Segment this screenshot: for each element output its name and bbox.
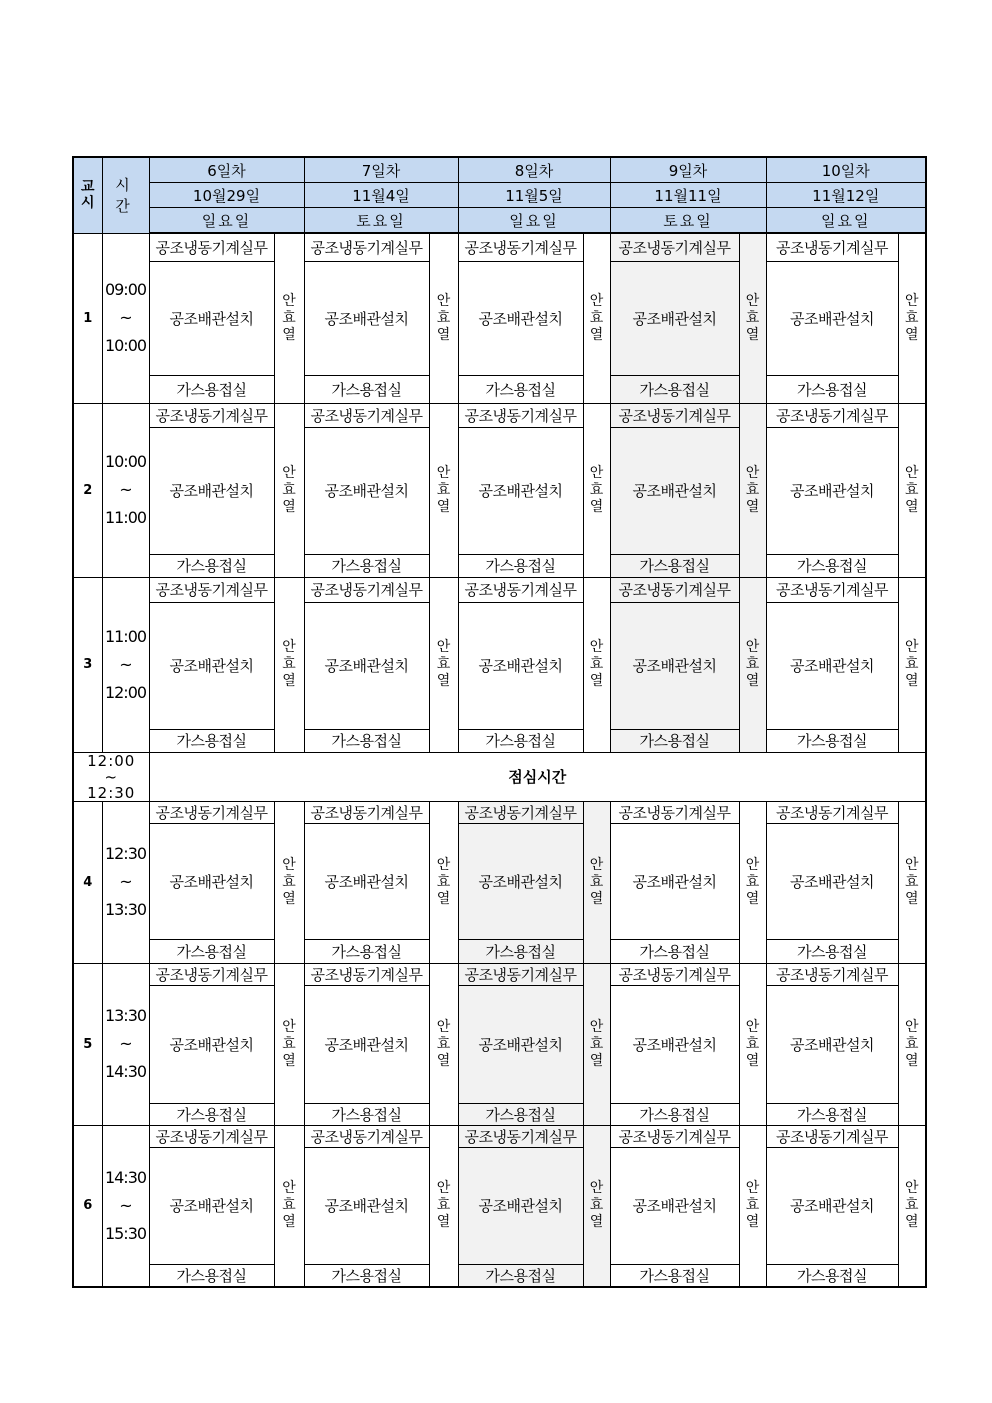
time-sep: ~	[119, 654, 132, 674]
day-label: 6일차	[149, 157, 304, 183]
subject-bottom: 가스용접실	[304, 1103, 429, 1125]
period-header	[73, 157, 102, 233]
instructor-name	[274, 403, 304, 577]
instructor-name	[739, 233, 766, 403]
instructor-name	[739, 403, 766, 577]
time-end: 15:30	[104, 1223, 147, 1243]
subject-main: 공조배관설치	[766, 427, 898, 554]
subject-main: 공조배관설치	[458, 602, 583, 729]
period-number: 4	[73, 801, 102, 963]
instructor-name	[898, 801, 926, 963]
instructor-chars: 안 효 열	[282, 639, 296, 689]
subject-top: 공조냉동기계실무	[458, 801, 583, 823]
subject-bottom: 가스용접실	[610, 939, 739, 963]
day-weekday: 토요일	[304, 208, 458, 234]
subject-bottom: 가스용접실	[458, 1264, 583, 1287]
subject-top: 공조냉동기계실무	[766, 577, 898, 602]
subject-top: 공조냉동기계실무	[304, 577, 429, 602]
time-start: 14:30	[104, 1167, 147, 1187]
instructor-chars: 안 효 열	[745, 1180, 760, 1230]
instructor-chars: 안 효 열	[745, 1018, 760, 1069]
instructor-chars: 안 효 열	[589, 464, 604, 515]
subject-top: 공조냉동기계실무	[304, 963, 429, 985]
subject-main: 공조배관설치	[149, 261, 274, 375]
instructor-name	[739, 1125, 766, 1287]
subject-bottom: 가스용접실	[304, 554, 429, 577]
subject-top: 공조냉동기계실무	[149, 403, 274, 427]
subject-top: 공조냉동기계실무	[458, 403, 583, 427]
instructor-name	[583, 403, 610, 577]
instructor-chars: 안 효 열	[589, 856, 604, 907]
day-date: 11월4일	[304, 183, 458, 208]
period-number: 1	[73, 233, 102, 403]
subject-top: 공조냉동기계실무	[610, 963, 739, 985]
time-header: 시 간	[102, 157, 149, 233]
period-time	[102, 233, 149, 403]
instructor-chars: 안 효 열	[282, 1018, 296, 1069]
instructor-name	[739, 801, 766, 963]
instructor-name	[898, 403, 926, 577]
subject-main: 공조배관설치	[610, 261, 739, 375]
time-start: 12:30	[104, 844, 147, 863]
instructor-chars: 안 효 열	[904, 464, 919, 515]
subject-bottom: 가스용접실	[766, 375, 898, 403]
period-number: 3	[73, 577, 102, 752]
time-sep: ~	[119, 1195, 132, 1215]
subject-main: 공조배관설치	[304, 1147, 429, 1264]
time-end: 14:30	[104, 1062, 147, 1081]
subject-main: 공조배관설치	[149, 427, 274, 554]
instructor-chars: 안 효 열	[436, 1180, 451, 1230]
subject-bottom: 가스용접실	[149, 375, 274, 403]
day-date: 11월11일	[610, 183, 766, 208]
subject-bottom: 가스용접실	[458, 729, 583, 752]
instructor-chars: 안 효 열	[745, 639, 760, 689]
subject-bottom: 가스용접실	[304, 729, 429, 752]
period-number: 6	[73, 1125, 102, 1287]
subject-top: 공조냉동기계실무	[304, 403, 429, 427]
instructor-chars: 안 효 열	[436, 292, 451, 343]
instructor-name	[583, 233, 610, 403]
instructor-name	[274, 233, 304, 403]
instructor-chars: 안 효 열	[904, 856, 919, 907]
day-weekday: 일요일	[149, 208, 304, 234]
day-date: 10월29일	[149, 183, 304, 208]
instructor-chars: 안 효 열	[745, 464, 760, 515]
time-sep: ~	[119, 480, 132, 499]
period-time	[102, 801, 149, 963]
subject-bottom: 가스용접실	[304, 1264, 429, 1287]
subject-main: 공조배관설치	[149, 985, 274, 1103]
instructor-name	[274, 963, 304, 1125]
subject-top: 공조냉동기계실무	[610, 801, 739, 823]
lunch-time-end: 12:30	[87, 783, 136, 801]
subject-bottom: 가스용접실	[149, 939, 274, 963]
day-label: 7일차	[304, 157, 458, 183]
period-number: 5	[73, 963, 102, 1125]
instructor-name	[583, 801, 610, 963]
instructor-name	[739, 963, 766, 1125]
instructor-chars: 안 효 열	[589, 639, 604, 689]
instructor-chars: 안 효 열	[904, 1180, 919, 1230]
subject-main: 공조배관설치	[610, 985, 739, 1103]
subject-bottom: 가스용접실	[766, 554, 898, 577]
time-end: 13:30	[104, 900, 147, 919]
subject-top: 공조냉동기계실무	[610, 1125, 739, 1147]
subject-bottom: 가스용접실	[610, 1264, 739, 1287]
subject-main: 공조배관설치	[149, 823, 274, 939]
lunch-time	[73, 752, 149, 801]
subject-main: 공조배관설치	[610, 1147, 739, 1264]
subject-bottom: 가스용접실	[610, 554, 739, 577]
subject-top: 공조냉동기계실무	[458, 963, 583, 985]
time-start: 10:00	[104, 452, 147, 471]
subject-main: 공조배관설치	[304, 985, 429, 1103]
subject-top: 공조냉동기계실무	[304, 233, 429, 261]
instructor-name	[429, 1125, 458, 1287]
subject-top: 공조냉동기계실무	[458, 1125, 583, 1147]
subject-bottom: 가스용접실	[458, 1103, 583, 1125]
subject-bottom: 가스용접실	[610, 375, 739, 403]
subject-main: 공조배관설치	[458, 261, 583, 375]
instructor-chars: 안 효 열	[282, 856, 296, 907]
lunch-label: 점심시간	[149, 752, 926, 801]
instructor-chars: 안 효 열	[282, 292, 296, 343]
instructor-chars: 안 효 열	[436, 639, 451, 689]
lunch-time-sep: ~	[104, 767, 119, 786]
subject-top: 공조냉동기계실무	[766, 1125, 898, 1147]
subject-bottom: 가스용접실	[610, 1103, 739, 1125]
period-time	[102, 963, 149, 1125]
instructor-name	[429, 963, 458, 1125]
subject-main: 공조배관설치	[149, 1147, 274, 1264]
instructor-chars: 안 효 열	[904, 639, 919, 689]
instructor-chars: 안 효 열	[745, 292, 760, 343]
subject-top: 공조냉동기계실무	[149, 233, 274, 261]
subject-main: 공조배관설치	[304, 602, 429, 729]
subject-bottom: 가스용접실	[149, 554, 274, 577]
subject-main: 공조배관설치	[610, 823, 739, 939]
day-weekday: 일요일	[458, 208, 610, 234]
subject-top: 공조냉동기계실무	[304, 1125, 429, 1147]
subject-bottom: 가스용접실	[304, 375, 429, 403]
subject-main: 공조배관설치	[304, 261, 429, 375]
subject-bottom: 가스용접실	[766, 939, 898, 963]
subject-bottom: 가스용접실	[304, 939, 429, 963]
subject-main: 공조배관설치	[766, 602, 898, 729]
instructor-chars: 안 효 열	[436, 464, 451, 515]
subject-main: 공조배관설치	[304, 823, 429, 939]
subject-main: 공조배관설치	[149, 602, 274, 729]
subject-main: 공조배관설치	[458, 823, 583, 939]
instructor-name	[898, 233, 926, 403]
subject-main: 공조배관설치	[610, 602, 739, 729]
period-number: 2	[73, 403, 102, 577]
time-start: 09:00	[104, 280, 147, 299]
subject-top: 공조냉동기계실무	[610, 577, 739, 602]
subject-main: 공조배관설치	[458, 985, 583, 1103]
subject-main: 공조배관설치	[766, 261, 898, 375]
period-time	[102, 403, 149, 577]
subject-bottom: 가스용접실	[149, 1264, 274, 1287]
subject-bottom: 가스용접실	[458, 375, 583, 403]
subject-top: 공조냉동기계실무	[610, 233, 739, 261]
subject-top: 공조냉동기계실무	[766, 403, 898, 427]
subject-main: 공조배관설치	[766, 985, 898, 1103]
subject-main: 공조배관설치	[610, 427, 739, 554]
instructor-chars: 안 효 열	[589, 292, 604, 343]
time-sep: ~	[119, 1034, 132, 1053]
subject-top: 공조냉동기계실무	[149, 963, 274, 985]
subject-top: 공조냉동기계실무	[610, 403, 739, 427]
day-date: 11월12일	[766, 183, 926, 208]
instructor-name	[274, 801, 304, 963]
instructor-chars: 안 효 열	[282, 1180, 296, 1230]
subject-top: 공조냉동기계실무	[149, 1125, 274, 1147]
time-end: 11:00	[104, 508, 147, 527]
subject-bottom: 가스용접실	[149, 1103, 274, 1125]
instructor-name	[429, 801, 458, 963]
instructor-name	[429, 577, 458, 752]
instructor-name	[898, 577, 926, 752]
subject-bottom: 가스용접실	[766, 1264, 898, 1287]
subject-top: 공조냉동기계실무	[766, 963, 898, 985]
subject-top: 공조냉동기계실무	[304, 801, 429, 823]
instructor-name	[429, 233, 458, 403]
subject-top: 공조냉동기계실무	[766, 801, 898, 823]
subject-main: 공조배관설치	[766, 1147, 898, 1264]
time-sep: ~	[119, 308, 132, 327]
instructor-name	[274, 577, 304, 752]
instructor-name	[274, 1125, 304, 1287]
instructor-name	[429, 403, 458, 577]
day-label: 9일차	[610, 157, 766, 183]
time-end: 12:00	[104, 682, 147, 702]
subject-bottom: 가스용접실	[149, 729, 274, 752]
subject-top: 공조냉동기계실무	[766, 233, 898, 261]
subject-bottom: 가스용접실	[610, 729, 739, 752]
instructor-chars: 안 효 열	[904, 292, 919, 343]
subject-main: 공조배관설치	[458, 1147, 583, 1264]
day-label: 10일차	[766, 157, 926, 183]
instructor-chars: 안 효 열	[589, 1018, 604, 1069]
instructor-chars: 안 효 열	[904, 1018, 919, 1069]
subject-top: 공조냉동기계실무	[149, 577, 274, 602]
instructor-name	[898, 1125, 926, 1287]
instructor-name	[583, 963, 610, 1125]
day-label: 8일차	[458, 157, 610, 183]
instructor-name	[583, 577, 610, 752]
instructor-name	[898, 963, 926, 1125]
day-weekday: 토요일	[610, 208, 766, 234]
period-time	[102, 1125, 149, 1287]
day-weekday: 일요일	[766, 208, 926, 234]
subject-main: 공조배관설치	[304, 427, 429, 554]
subject-main: 공조배관설치	[766, 823, 898, 939]
instructor-chars: 안 효 열	[589, 1180, 604, 1230]
subject-bottom: 가스용접실	[458, 939, 583, 963]
subject-bottom: 가스용접실	[766, 729, 898, 752]
subject-top: 공조냉동기계실무	[458, 233, 583, 261]
period-header-label: 교 시	[80, 179, 95, 212]
time-end: 10:00	[104, 336, 147, 355]
instructor-chars: 안 효 열	[436, 856, 451, 907]
instructor-chars: 안 효 열	[745, 856, 760, 907]
time-start: 11:00	[104, 626, 147, 646]
subject-bottom: 가스용접실	[766, 1103, 898, 1125]
schedule-table	[72, 156, 927, 1288]
subject-main: 공조배관설치	[458, 427, 583, 554]
lunch-time-start: 12:00	[87, 752, 136, 770]
subject-top: 공조냉동기계실무	[149, 801, 274, 823]
time-sep: ~	[119, 872, 132, 891]
time-start: 13:30	[104, 1006, 147, 1025]
day-date: 11월5일	[458, 183, 610, 208]
instructor-chars: 안 효 열	[282, 464, 296, 515]
subject-top: 공조냉동기계실무	[458, 577, 583, 602]
instructor-name	[739, 577, 766, 752]
instructor-name	[583, 1125, 610, 1287]
subject-bottom: 가스용접실	[458, 554, 583, 577]
instructor-chars: 안 효 열	[436, 1018, 451, 1069]
period-time	[102, 577, 149, 752]
